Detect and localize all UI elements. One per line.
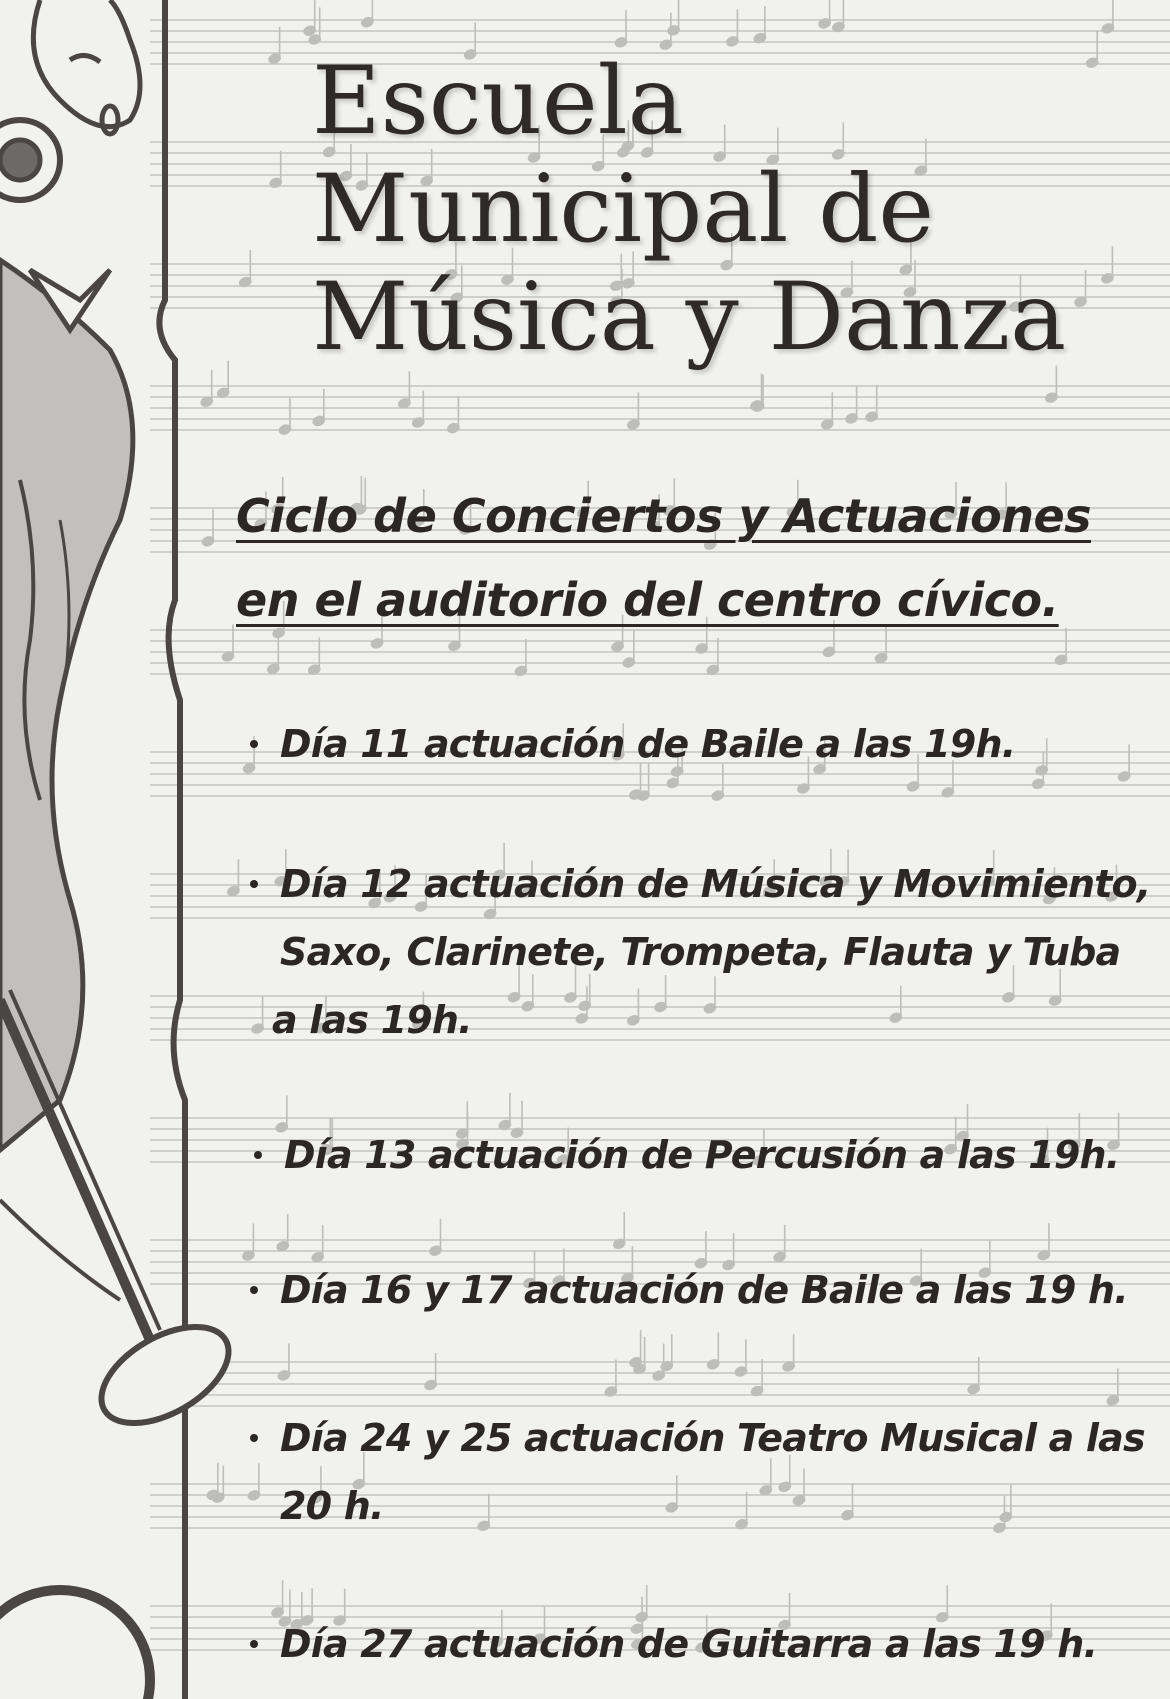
event-item-4 [280, 1256, 1160, 1324]
trumpet-player-illustration [0, 0, 245, 1699]
bullet-dot-icon [250, 1434, 258, 1442]
bullet-dot-icon [254, 1151, 262, 1159]
event-text: Día 11 actuación de Baile a las 19h. [280, 722, 1016, 766]
event-text: Día 12 actuación de Música y Movimiento, [280, 862, 1151, 906]
event-item-1 [280, 710, 1160, 778]
bullet-dot-icon [250, 1286, 258, 1294]
subtitle [236, 474, 1091, 642]
event-item-5 [280, 1404, 1160, 1540]
event-text: Día 13 actuación de Percusión a las 19h. [284, 1133, 1120, 1177]
event-item-2 [272, 850, 1160, 1054]
bullet-dot-icon [250, 740, 258, 748]
event-text: Día 24 y 25 actuación Teatro Musical a las [280, 1416, 1145, 1460]
event-text: Día 16 y 17 actuación de Baile a las 19 h. [280, 1268, 1128, 1312]
event-text: Saxo, Clarinete, Trompeta, Flauta y Tuba [280, 930, 1121, 974]
subtitle-line-1: Ciclo de Conciertos y Actuaciones [236, 489, 1092, 543]
event-item-6 [280, 1610, 1160, 1678]
event-item-3 [284, 1121, 1164, 1189]
subtitle-line-2: en el auditorio del centro cívico. [236, 573, 1059, 627]
bullet-dot-icon [250, 1640, 258, 1648]
event-text: a las 19h. [272, 998, 472, 1042]
event-text: Día 27 actuación de Guitarra a las 19 h. [280, 1622, 1098, 1666]
page-title [312, 48, 1066, 372]
event-text: 20 h. [280, 1484, 384, 1528]
bullet-dot-icon [250, 880, 258, 888]
title-line-1: Escuela [312, 47, 684, 156]
title-line-2: Municipal de [312, 155, 935, 264]
title-line-3: Música y Danza [312, 263, 1067, 372]
